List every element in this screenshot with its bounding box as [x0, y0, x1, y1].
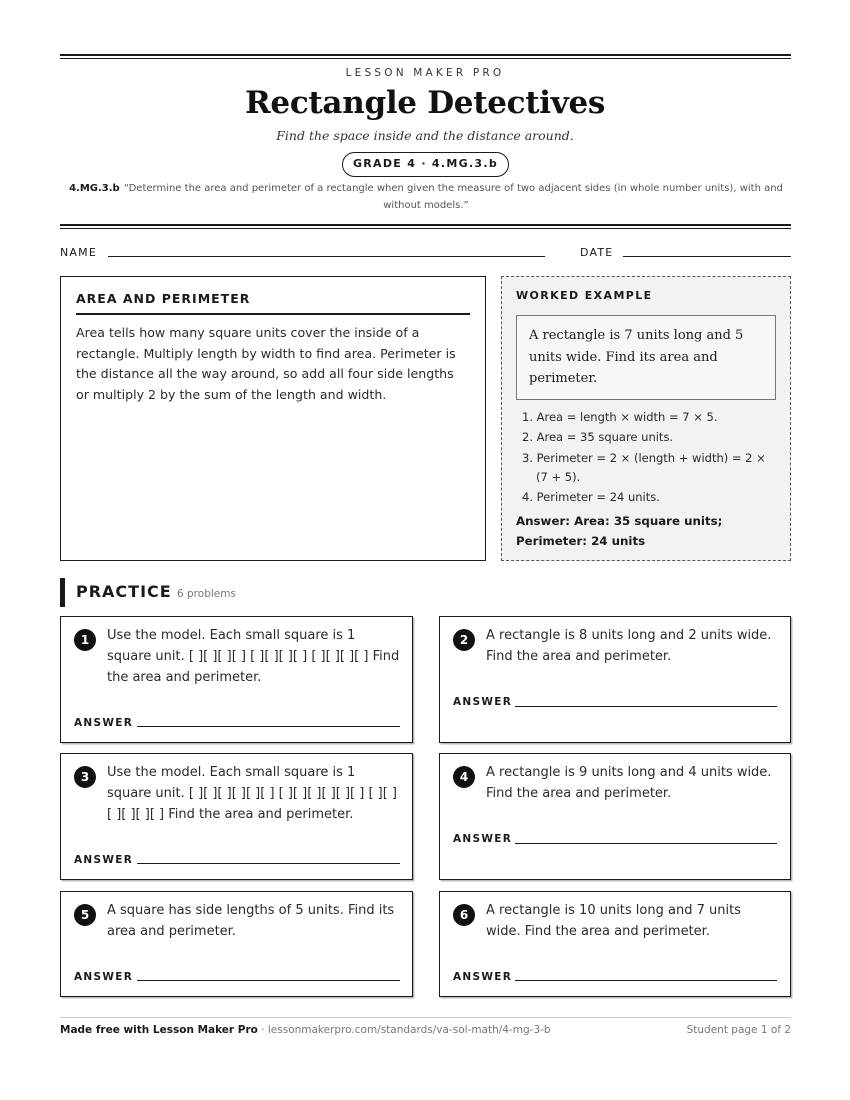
- answer-label: ANSWER: [453, 971, 513, 983]
- footer-credit: [60, 1024, 551, 1036]
- worked-example-title: WORKED EXAMPLE: [516, 289, 653, 302]
- answer-label: ANSWER: [453, 833, 513, 845]
- problem-number-badge: 2: [453, 629, 475, 651]
- grade-badge: GRADE 4 · 4.MG.3.b: [342, 152, 509, 177]
- name-field[interactable]: [108, 256, 545, 257]
- answer-line-6[interactable]: [515, 980, 777, 981]
- problem-card-3: [60, 753, 413, 880]
- problem-card-6: [439, 891, 791, 997]
- name-label: NAME: [60, 246, 97, 259]
- answer-line-2[interactable]: [515, 706, 777, 707]
- brand-label: LESSON MAKER PRO: [345, 67, 505, 79]
- concept-box: [60, 276, 486, 561]
- problem-number-badge: 6: [453, 904, 475, 926]
- practice-accent-bar: [60, 578, 65, 607]
- answer-label: ANSWER: [74, 854, 134, 866]
- footer-brand: Made free with Lesson Maker Pro: [60, 1024, 258, 1036]
- answer-line-4[interactable]: [515, 843, 777, 844]
- problem-number-badge: 1: [74, 629, 96, 651]
- footer-page-number: Student page 1 of 2: [686, 1024, 791, 1036]
- answer-line-3[interactable]: [137, 863, 400, 864]
- footer-url[interactable]: · lessonmakerpro.com/standards/va-sol-math/4-mg-3-b: [257, 1024, 551, 1036]
- worked-example-step: 1. Area = length × width = 7 × 5.: [522, 409, 718, 424]
- problem-number-badge: 5: [74, 904, 96, 926]
- answer-line-1[interactable]: [137, 726, 400, 727]
- header-bottom-rule: [60, 224, 791, 229]
- problem-card-4: [439, 753, 791, 880]
- worked-example-box: [501, 276, 791, 561]
- footer-rule: [60, 1017, 791, 1018]
- problem-text: A rectangle is 9 units long and 4 units wide. Find the area and perimeter.: [486, 765, 772, 801]
- answer-label: ANSWER: [74, 717, 134, 729]
- concept-title: AREA AND PERIMETER: [76, 291, 470, 315]
- problem-text: Use the model. Each small square is 1 square unit. [ ][ ][ ][ ][ ][ ] [ ][ ][ ][ ][ ][ ] [ ][ ][ ][ ][ ][ ] Find the area and perimeter.: [107, 765, 397, 822]
- problem-card-1: [60, 616, 413, 743]
- worked-example-problem: A rectangle is 7 units long and 5 units wide. Find its area and perimeter.: [516, 315, 776, 400]
- worksheet-subtitle: Find the space inside and the distance around.: [276, 128, 574, 143]
- problem-text: A rectangle is 10 units long and 7 units wide. Find the area and perimeter.: [486, 903, 741, 939]
- practice-count: 6 problems: [177, 588, 236, 600]
- standard-code: 4.MG.3.b: [69, 183, 120, 194]
- concept-body: Area tells how many square units cover the inside of a rectangle. Multiply length by width to find area. Perimeter is the distance all the way around, so add all four side lengths or multiply 2 by the sum of the length and width.: [76, 325, 456, 402]
- answer-line-5[interactable]: [137, 980, 400, 981]
- date-label: DATE: [580, 246, 614, 259]
- problem-card-2: [439, 616, 791, 743]
- header-top-rule: [60, 54, 791, 59]
- answer-label: ANSWER: [74, 971, 134, 983]
- problem-card-5: [60, 891, 413, 997]
- worked-example-step: 3. Perimeter = 2 × (length + width) = 2 × (7 + 5).: [522, 450, 766, 484]
- answer-label: ANSWER: [453, 696, 513, 708]
- standard-statement: [66, 181, 786, 214]
- problem-text: A rectangle is 8 units long and 2 units wide. Find the area and perimeter.: [486, 628, 772, 664]
- worked-example-step: 4. Perimeter = 24 units.: [522, 490, 660, 504]
- problem-number-badge: 3: [74, 766, 96, 788]
- date-field[interactable]: [623, 256, 791, 257]
- practice-heading: PRACTICE: [76, 582, 172, 601]
- problem-text: Use the model. Each small square is 1 square unit. [ ][ ][ ][ ] [ ][ ][ ][ ] [ ][ ][ ][ ] Find the area and perimeter.: [107, 628, 400, 685]
- worked-example-answer: Answer: Area: 35 square units; Perimeter: 24 units: [516, 514, 723, 548]
- worked-example-step: 2. Area = 35 square units.: [522, 430, 674, 444]
- problem-text: A square has side lengths of 5 units. Find its area and perimeter.: [107, 903, 395, 939]
- standard-text: “Determine the area and perimeter of a rectangle when given the measure of two adjacent sides (in whole number units), with and without models.”: [123, 183, 783, 211]
- worked-example-steps: [516, 408, 776, 508]
- problem-number-badge: 4: [453, 766, 475, 788]
- worksheet-title: Rectangle Detectives: [244, 85, 606, 121]
